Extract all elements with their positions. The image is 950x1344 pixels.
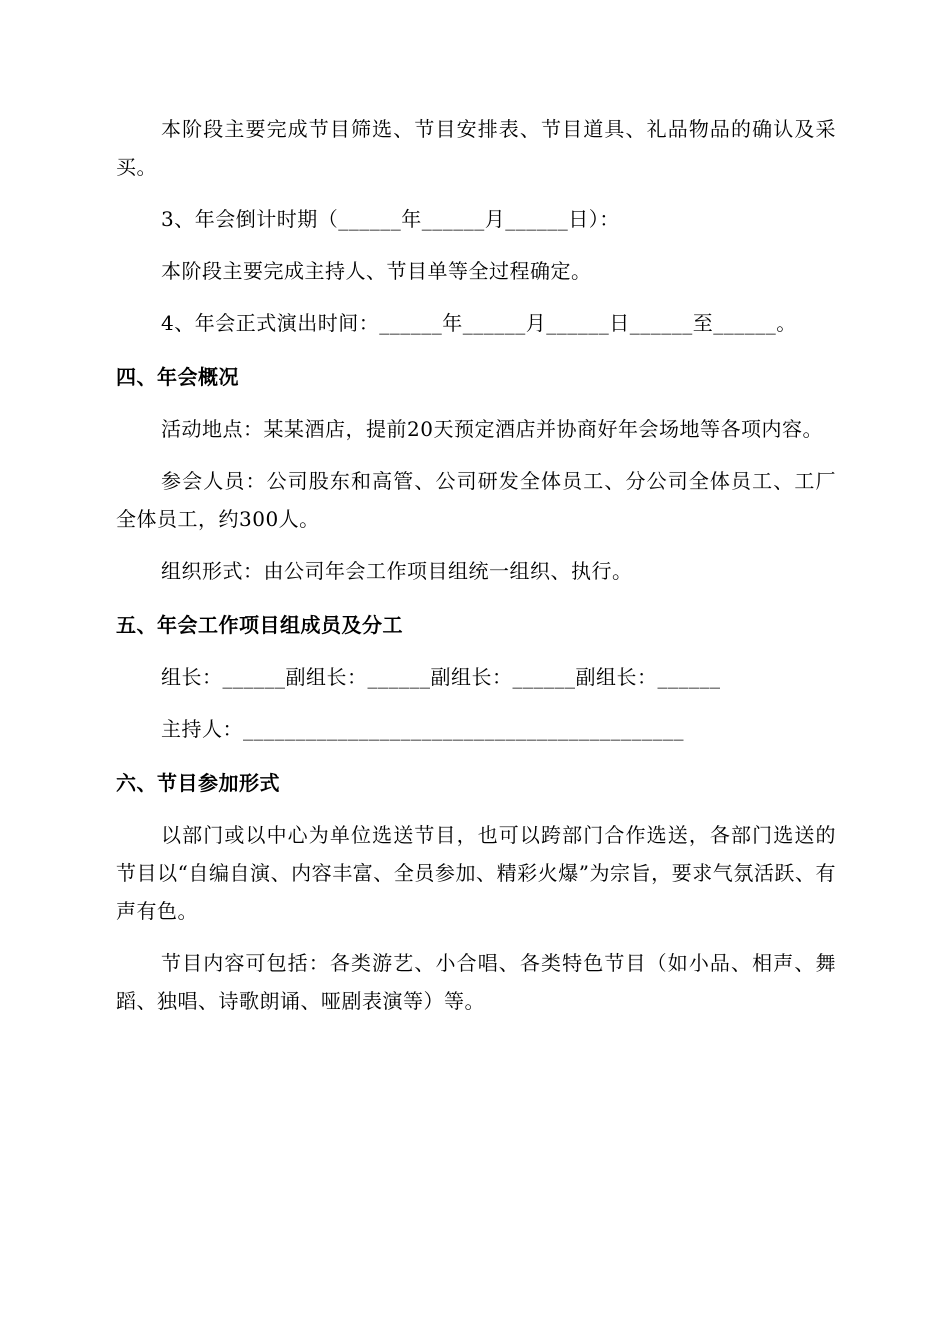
paragraph-attendees: 参会人员：公司股东和高管、公司研发全体员工、分公司全体员工、工厂全体员工，约300人。	[116, 469, 836, 531]
paragraph-countdown-period: 3、年会倒计时期（______年______月______日）：	[161, 207, 620, 231]
document-page	[116, 110, 836, 1020]
paragraph-host-program-confirm: 本阶段主要完成主持人、节目单等全过程确定。	[161, 259, 592, 283]
paragraph-venue: 活动地点：某某酒店，提前20天预定酒店并协商好年会场地等各项内容。	[161, 417, 823, 441]
heading-program-format: 六、节目参加形式	[116, 771, 280, 795]
paragraph-program-content: 节目内容可包括：各类游艺、小合唱、各类特色节目（如小品、相声、舞蹈、独唱、诗歌朗诵、哑剧表演等）等。	[116, 951, 836, 1013]
paragraph-stage-summary: 本阶段主要完成节目筛选、节目安排表、节目道具、礼品物品的确认及采买。	[116, 117, 836, 179]
paragraph-organization: 组织形式：由公司年会工作项目组统一组织、执行。	[161, 559, 633, 583]
paragraph-program-selection: 以部门或以中心为单位选送节目，也可以跨部门合作选送，各部门选送的节目以“自编自演、内容丰富、全员参加、精彩火爆”为宗旨，要求气氛活跃、有声有色。	[116, 823, 836, 923]
paragraph-performance-time: 4、年会正式演出时间：______年______月______日______至______。	[161, 311, 797, 335]
paragraph-team-leaders: 组长：______副组长：______副组长：______副组长：______	[161, 665, 721, 689]
paragraph-host: 主持人：__________________________________________	[161, 717, 684, 741]
heading-team-members: 五、年会工作项目组成员及分工	[116, 613, 403, 637]
heading-overview: 四、年会概况	[116, 365, 239, 389]
